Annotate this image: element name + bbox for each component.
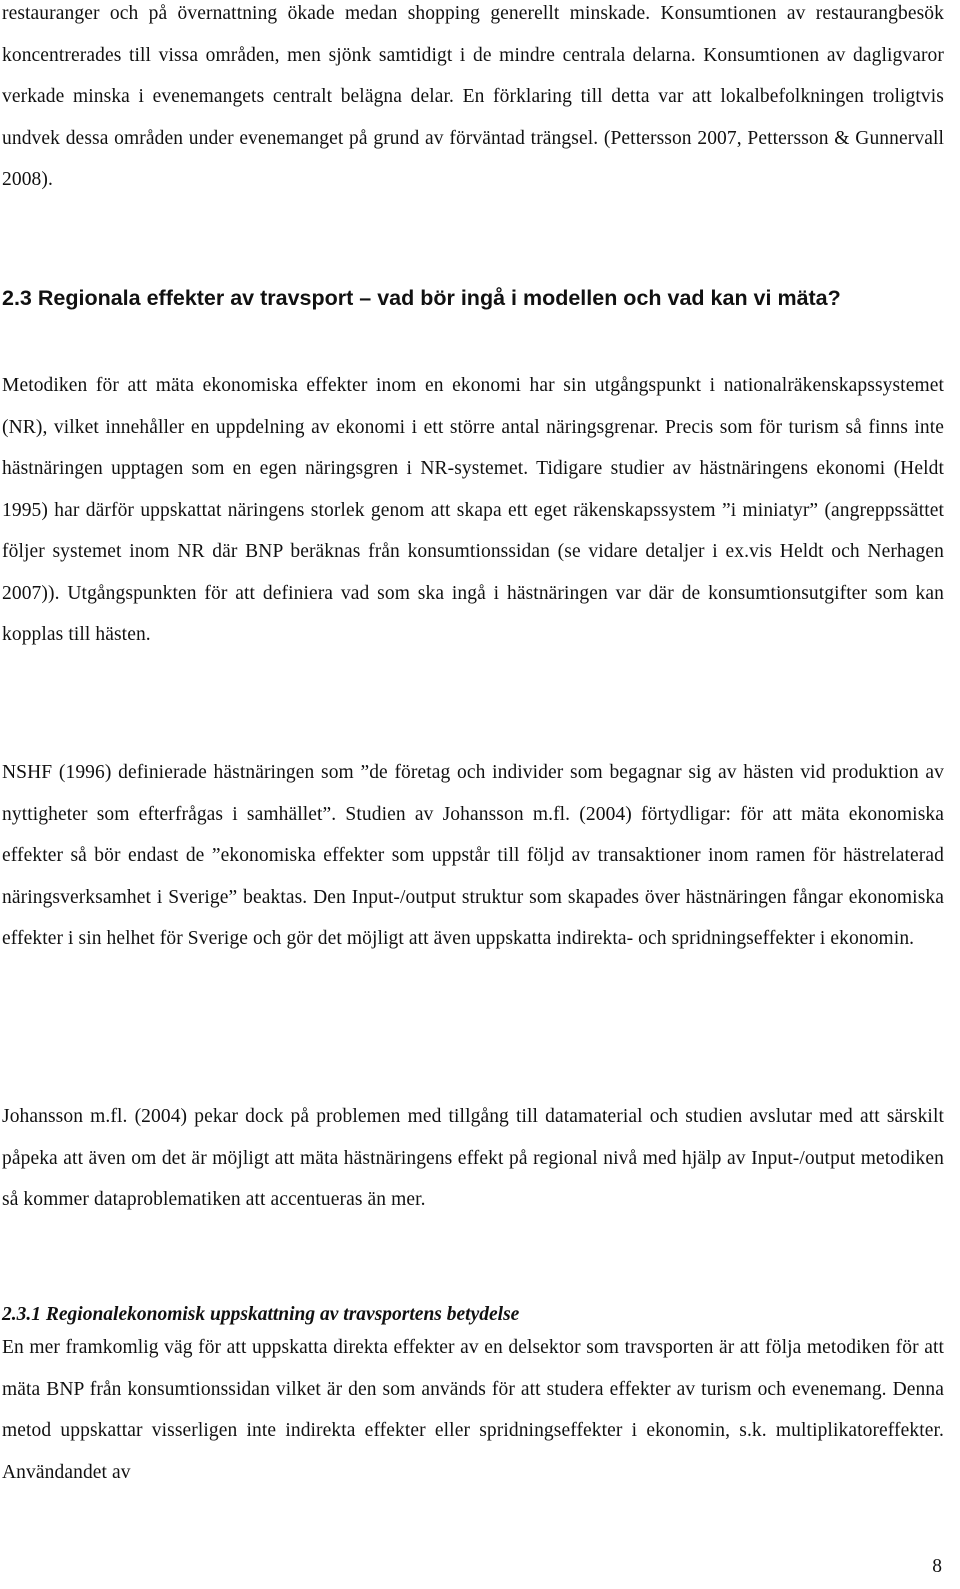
- heading-regional-estimation: 2.3.1 Regionalekonomisk uppskattning av travsportens betydelse: [2, 1304, 520, 1325]
- paragraph-methodology: Metodiken för att mäta ekonomiska effekter inom en ekonomi har sin utgångspunkt i nationalräkenskapssystemet (NR), vilket innehåller en uppdelning av ekonomi i ett större antal näringsgrenar. Precis som för turism så finns inte hästnäringen upptagen som en egen näringsgren i NR-systemet. Tidigare studier av hästnäringens ekonomi (Heldt 1995) har därför uppskattat näringens storlek genom att skapa ett eget räkenskapssystem ”i miniatyr” (angreppssättet följer systemet inom NR där BNP beräknas från konsumtionssidan (se vidare detaljer i ex.vis Heldt och Nerhagen 2007)). Utgångspunkten för att definiera vad som ska ingå i hästnäringen var där de konsumtionsutgifter som kan kopplas till hästen.: [2, 375, 944, 645]
- paragraph-nshf-definition: NSHF (1996) definierade hästnäringen som ”de företag och individer som begagnar sig av hästen vid produktion av nyttigheter som efterfrågas i samhället”. Studien av Johansson m.fl. (2004) förtydligar: för att mäta ekonomiska effekter så bör endast de ”ekonomiska effekter som uppstår till följd av transaktioner inom ramen för hästrelaterad näringsverksamhet i Sverige” beaktas. Den Input-/output struktur som skapades över hästnäringen fångar ekonomiska effekter i sin helhet för Sverige och gör det möjligt att även uppskatta indirekta- och spridningseffekter i ekonomin.: [2, 762, 944, 949]
- paragraph-data-problems: Johansson m.fl. (2004) pekar dock på problemen med tillgång till datamaterial och studien avslutar med att särskilt påpeka att även om det är möjligt att mäta hästnäringens effekt på regional nivå med hjälp av Input-/output metodiken så kommer dataproblematiken att accentueras än mer.: [2, 1106, 944, 1210]
- page-number: 8: [932, 1556, 942, 1577]
- heading-regional-effects: 2.3 Regionala effekter av travsport – vad bör ingå i modellen och vad kan vi mäta?: [2, 286, 841, 310]
- paragraph-event-consumption: restauranger och på övernattning ökade medan shopping generellt minskade. Konsumtionen av restaurangbesök koncentrerades till vissa områden, men sjönk samtidigt i de mindre centrala delarna. Konsumtionen av dagligvaror verkade minska i evenemangets centralt belägna delar. En förklaring till detta var att lokalbefolkningen troligtvis undvek dessa områden under evenemanget på grund av förväntad trängsel. (Pettersson 2007, Pettersson & Gunnervall 2008).: [2, 3, 944, 190]
- paragraph-gdp-approach: En mer framkomlig väg för att uppskatta direkta effekter av en delsektor som travsporten är att följa metodiken för att mäta BNP från konsumtionssidan vilket är den som används för att studera effekter av turism och evenemang. Denna metod uppskattar visserligen inte indirekta effekter eller spridningseffekter i ekonomin, s.k. multiplikatoreffekter. Användandet av: [2, 1337, 944, 1483]
